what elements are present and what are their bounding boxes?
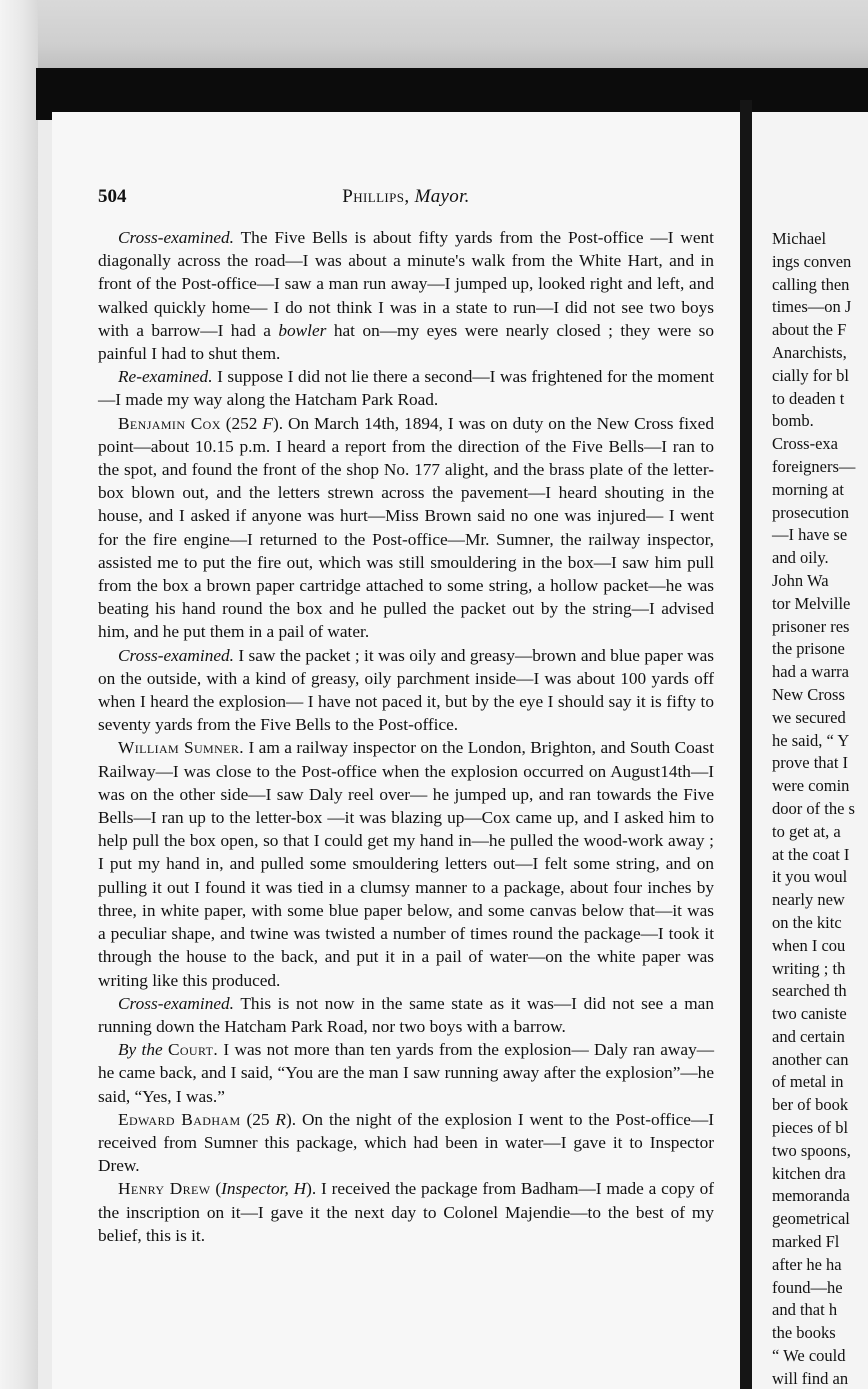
running-head-title [98,186,714,208]
paragraph-text: (252 [220,413,263,433]
paragraph-text: ). I received the package from Badham—I made a copy of the inscription on it—I gave it the next day to Colonel Majendie—to the best of my belief, this is it. [98,1179,714,1245]
facing-page-line: memoranda [772,1186,850,1206]
witness-name: William Sumner. [118,738,245,758]
paragraph-edward-badham [98,1108,714,1178]
paragraph-cross-examined-3 [98,992,714,1038]
facing-page-line: ings conven [772,251,852,271]
running-head-name: Phillips, [342,186,410,207]
facing-page-line: geometrical [772,1209,850,1229]
facing-page-line: about the F [772,320,847,340]
paragraph-text: ). On the night of the explosion I went to the Post-office—I received from Sumner this package, which had been in water—I gave it to Inspector Drew. [98,1109,715,1176]
facing-page-line: morning at [772,479,844,499]
running-head [98,186,714,210]
facing-page-line: after he ha [772,1254,842,1274]
paragraph-cross-examined-1 [98,226,714,365]
facing-page-line: and certain [772,1026,845,1046]
facing-page-line: were comin [772,776,850,796]
facing-page-line: when I cou [772,935,846,955]
paragraph-text: I suppose I did not lie there a second—I was frightened for the moment—I made my way along the Hatcham Park Road. [98,367,714,410]
running-head-office: Mayor. [414,186,470,207]
facing-page-line: the prisone [772,639,845,659]
facing-page-line: to get at, a [772,821,841,841]
facing-page-line: kitchen dra [772,1163,846,1183]
testimony-text [98,226,714,1247]
facing-page-line: the books [772,1323,836,1343]
paragraph-label: Re-examined. [118,367,213,387]
facing-page-line: times—on J [772,297,852,317]
facing-page-line: prove that I [772,753,849,773]
facing-page-line: John Wa [772,570,829,590]
paragraph-cross-examined-2 [98,644,714,737]
facing-page-line: to deaden t [772,388,845,408]
facing-page-line: door of the s [772,798,855,818]
facing-page-line: found—he [772,1277,843,1297]
paragraph-emphasis: F [262,413,273,433]
facing-page-line: New Cross [772,684,845,704]
paragraph-emphasis: bowler [278,320,327,340]
facing-page-line: of metal in [772,1072,844,1092]
paragraph-text: I was not more than ten yards from the explosion— Daly ran away—he came back, and I said, “You are the man I saw running away after the explosion”—he said, “Yes, I was.” [98,1040,714,1106]
court-label: Court. [167,1040,219,1060]
facing-page-line: nearly new [772,890,845,910]
facing-page-line: two spoons, [772,1140,851,1160]
facing-page-line: foreigners— [772,456,856,476]
facing-page-line: at the coat I [772,844,850,864]
facing-page-line: Anarchists, [772,342,847,362]
paragraph-text: I saw the packet ; it was oily and greasy—brown and blue paper was on the outside, with a kind of greasy, oily parchment inside—I was about 100 yards off when I heard the explosion— I have not paced it, but by the eye I should say it is fifty to seventy yards from the Five Bells to the Post-office. [98,645,714,735]
facing-page-line: had a warra [772,662,849,682]
facing-page-line: two caniste [772,1004,847,1024]
facing-page-line: “ We could [772,1346,846,1366]
facing-page-line: pieces of bl [772,1118,849,1138]
paragraph-by-the-court [98,1038,714,1108]
paragraph-label: Cross-examined. [118,228,234,247]
book-spine-edge [0,0,38,1389]
witness-name: Henry Drew [118,1179,211,1199]
facing-page-line: he said, “ Y [772,730,850,750]
paragraph-text: I am a railway inspector on the London, Brighton, and South Coast Railway—I was close to the Post-office when the explosion occurred on August14th—I was on the other side—I saw Daly reel over— he jumped up, and ran towards the Five Bells—I ran up to the letter-box —it was blazing up—Cox came up, and I asked him to help pull the box open, so that I could get my hand in—he pulled the wood-work away ; I put my hand in, and pulled some smouldering letters out—I felt some string, and on pulling it out I found it was tied in a clumsy manner to a package, about four inches by three, in white paper, with some blue paper below, and some canvas below that—it was a peculiar shape, and twine was twisted a number of times round the package—I took it through the house to the back, and put it in a pail of water—on the white paper was writing like this produced. [98,738,714,990]
facing-page-line: cially for bl [772,365,849,385]
paragraph-re-examined [98,365,714,411]
paragraph-emphasis: Inspector, H [221,1179,307,1199]
facing-page-line: another can [772,1049,849,1069]
facing-page-line: —I have se [772,525,848,545]
paragraph-label: Cross-examined. [118,645,234,665]
facing-page-text [772,228,868,1389]
paragraph-text: (25 [240,1109,276,1129]
facing-page-line: and that h [772,1300,838,1320]
paragraph-text: ). On March 14th, 1894, I was on duty on the New Cross fixed point—about 10.15 p.m. I heard a report from the direction of the Five Bells—I ran to the spot, and found the front of the shop No. 177 alight, and the brass plate of the letter-box blown out, and the letters strewn across the pavement—I heard shouting in the house, and I asked if anyone was hurt—Miss Brown said no one was injured— I went for the fire engine—I returned to the Post-office—Mr. Sumner, the railway inspector, assisted me to put the fire out, which was still smouldering in the box—I saw him pull from the box a brown paper cartridge attached to some string, a hollow packet—he was beating his hand round the box and he pulled the packet out by the string—I advised him, and he put them in a pail of water. [98,413,714,642]
paragraph-text: The Five Bells is about fifty yards from the Post-office —I went diagonally across the road—I was about a minute's walk from the White Hart, and in front of the Post-office—I saw a man run away—I jumped up, looked right and left, and walked quickly home— I do not think I was in a state to run—I did not see two boys with a barrow—I had a [98,228,714,340]
facing-page-line: prosecution [772,502,849,522]
facing-page-line: marked Fl [772,1232,840,1252]
paragraph-label: Cross-examined. [118,993,234,1013]
facing-page-line: writing ; th [772,958,846,978]
facing-page-line: Michael [772,229,827,248]
paragraph-william-sumner [98,736,714,991]
facing-page-line: and oily. [772,548,829,568]
facing-page-line: searched th [772,981,847,1001]
facing-page-line: it you woul [772,867,848,887]
facing-page-line: we secured [772,707,846,727]
witness-name: Benjamin Cox [118,413,221,433]
facing-page-line: prisoner res [772,616,850,636]
page-number: 504 [98,186,127,207]
facing-page-line: ber of book [772,1095,849,1115]
paragraph-emphasis: R [275,1109,286,1129]
page-gutter [740,100,752,1389]
paragraph-text: hat on—my eyes were nearly closed ; they were so painful I had to shut them. [98,320,714,364]
facing-page-line: tor Melville [772,593,851,613]
facing-page [752,112,868,1389]
paragraph-text: ( [210,1179,222,1199]
facing-page-line: bomb. [772,411,814,431]
facing-page-line: calling then [772,274,850,294]
paragraph-henry-drew [98,1177,714,1247]
facing-page-line: Cross-exa [772,434,838,454]
paragraph-label: By the [118,1040,163,1060]
paragraph-text: This is not now in the same state as it was—I did not see a man running down the Hatcham Park Road, nor two boys with a barrow. [98,993,714,1036]
facing-page-line: on the kitc [772,912,842,932]
paragraph-benjamin-cox [98,412,714,644]
facing-page-line: will find an [772,1368,849,1388]
witness-name: Edward Badham [118,1109,241,1129]
